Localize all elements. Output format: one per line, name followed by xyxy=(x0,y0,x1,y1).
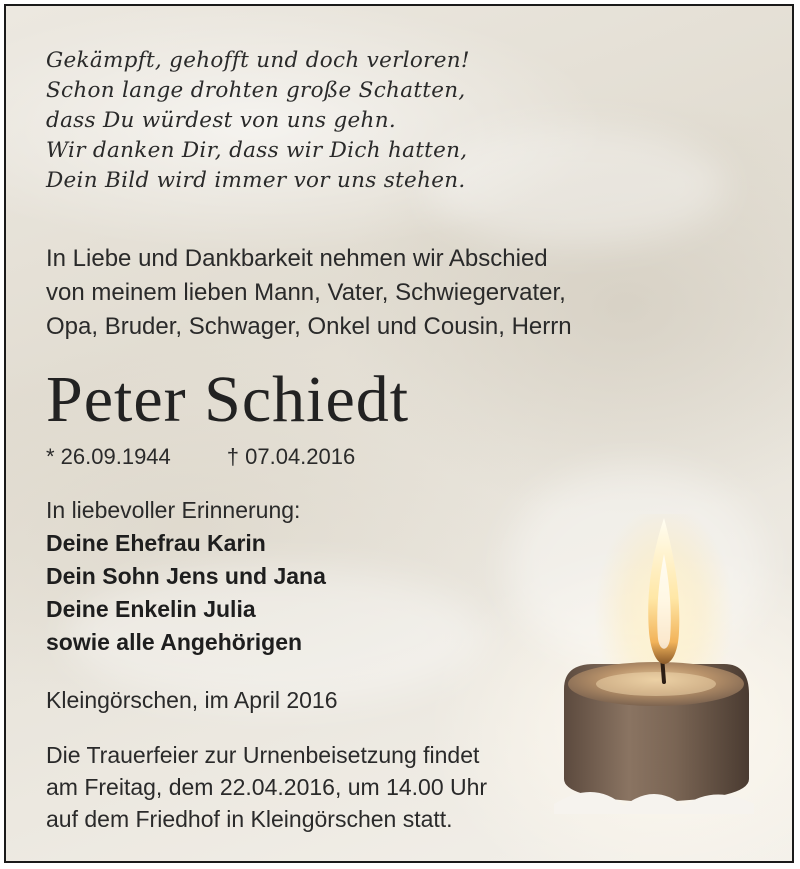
intro-line: In Liebe und Dankbarkeit nehmen wir Abschied xyxy=(46,245,548,272)
mourner-line: sowie alle Angehörigen xyxy=(46,629,303,655)
poem-line: Dein Bild wird immer vor uns stehen. xyxy=(46,168,466,193)
candle-icon xyxy=(554,514,754,814)
funeral-service-info xyxy=(46,739,487,835)
memory-heading: In liebevoller Erinnerung: xyxy=(46,497,301,523)
birth-date: * 26.09.1944 xyxy=(46,444,171,469)
farewell-intro xyxy=(46,242,572,344)
poem-line: Gekämpft, gehofft und doch verloren! xyxy=(46,48,470,73)
poem xyxy=(46,46,470,196)
fabric-highlight xyxy=(426,126,726,246)
service-line: Die Trauerfeier zur Urnenbeisetzung findet xyxy=(46,742,480,768)
mourner-line: Dein Sohn Jens und Jana xyxy=(46,563,326,589)
service-line: auf dem Friedhof in Kleingörschen statt. xyxy=(46,806,453,832)
poem-line: Schon lange drohten große Schatten, xyxy=(46,78,466,103)
death-date: † 07.04.2016 xyxy=(226,444,356,469)
mourner-line: Deine Enkelin Julia xyxy=(46,596,256,622)
mourner-line: Deine Ehefrau Karin xyxy=(46,530,266,556)
life-dates xyxy=(46,442,355,472)
mourners-list xyxy=(46,527,326,659)
obituary-notice xyxy=(4,4,794,863)
place-and-date: Kleingörschen, im April 2016 xyxy=(46,687,338,713)
intro-line: von meinem lieben Mann, Vater, Schwiegervater, xyxy=(46,279,566,306)
poem-line: Wir danken Dir, dass wir Dich hatten, xyxy=(46,138,468,163)
intro-line: Opa, Bruder, Schwager, Onkel und Cousin, Herrn xyxy=(46,313,572,340)
deceased-name: Peter Schiedt xyxy=(46,363,410,436)
poem-line: dass Du würdest von uns gehn. xyxy=(46,108,396,133)
service-line: am Freitag, dem 22.04.2016, um 14.00 Uhr xyxy=(46,774,488,800)
